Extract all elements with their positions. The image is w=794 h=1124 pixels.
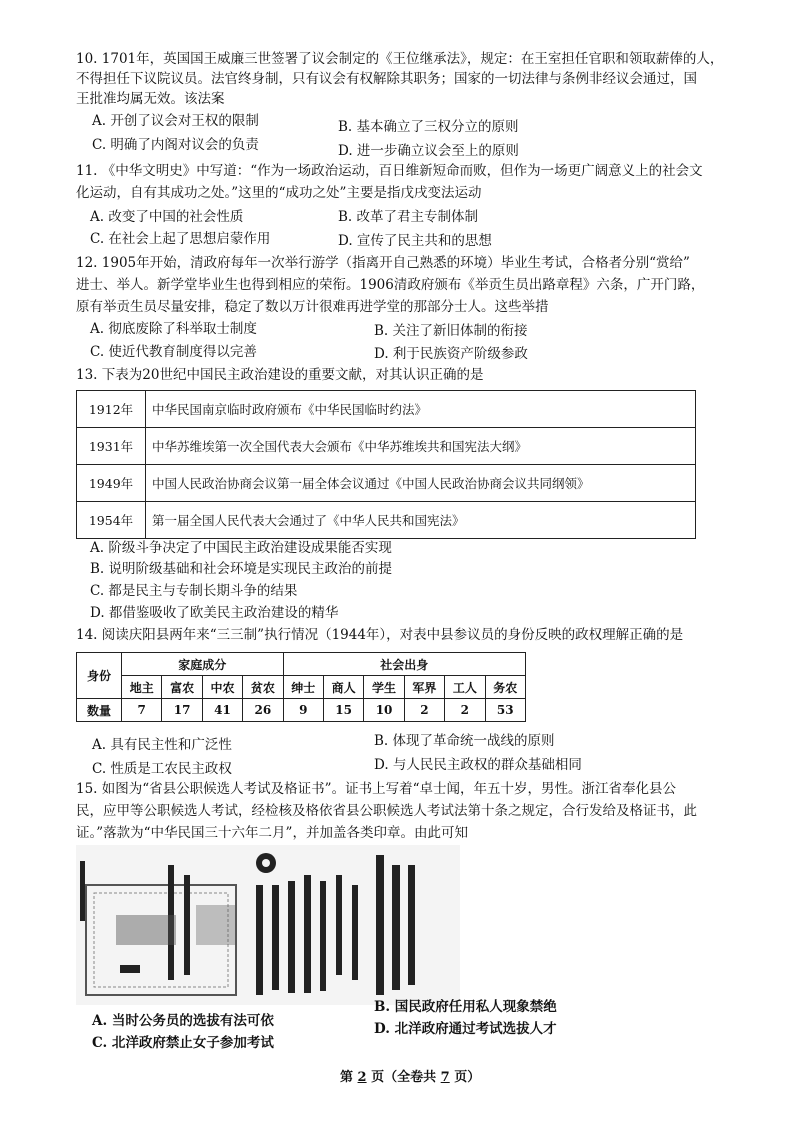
q14-value-cell: 9 — [283, 699, 323, 722]
q14-value-cell: 26 — [243, 699, 283, 722]
q13-documents-table — [76, 390, 696, 539]
q14-col-header: 工人 — [445, 676, 485, 699]
footer-suffix: 页） — [454, 1070, 481, 1085]
q14-col-header: 中农 — [202, 676, 242, 699]
q15-option-b: B. 国民政府任用私人现象禁绝 — [374, 999, 557, 1015]
q10-option-b: B. 基本确立了三权分立的原则 — [338, 119, 519, 135]
q15-option-d: D. 北洋政府通过考试选拔人才 — [374, 1021, 557, 1037]
q11-stem-line-1: 11. 《中华文明史》中写道：“作为一场政治运动，百日维新短命而败，但作为一场更广阔意义上的社会文 — [76, 163, 703, 179]
q10-option-a: A. 开创了议会对王权的限制 — [92, 113, 259, 129]
q14-value-cell: 10 — [364, 699, 404, 722]
q14-col-header: 地主 — [122, 676, 162, 699]
q13-year-cell: 1949年 — [77, 465, 146, 502]
q13-option-d: D. 都借鉴吸收了欧美民主政治建设的精华 — [90, 605, 339, 621]
q13-document-cell: 中国人民政治协商会议第一届全体会议通过《中国人民政治协商会议共同纲领》 — [146, 465, 696, 502]
table-row — [77, 465, 696, 502]
certificate-photo — [76, 845, 460, 1005]
q13-year-cell: 1912年 — [77, 391, 146, 428]
q14-value-cell: 17 — [162, 699, 202, 722]
q10-option-d: D. 进一步确立议会至上的原则 — [338, 143, 519, 159]
table-row — [77, 502, 696, 539]
q15-stem-line-1: 15. 如图为“省县公职候选人考试及格证书”。证书上写着“卓士闻，年五十岁，男性。浙江省奉化县公 — [76, 781, 676, 797]
footer-total-pages: 7 — [440, 1070, 450, 1085]
q14-value-cell: 53 — [485, 699, 525, 722]
q14-social-group-header: 社会出身 — [283, 653, 525, 676]
q11-option-a: A. 改变了中国的社会性质 — [90, 209, 244, 225]
q12-stem-line-1: 12. 1905年开始，清政府每年一次举行游学（指离开自己熟悉的环境）毕业生考试，合格者分别“赏给” — [76, 255, 690, 271]
table-row — [77, 699, 526, 722]
q14-col-header: 富农 — [162, 676, 202, 699]
q14-col-header: 务农 — [485, 676, 525, 699]
q14-count-header: 数量 — [77, 699, 122, 722]
q14-col-header: 商人 — [323, 676, 363, 699]
q14-option-c: C. 性质是工农民主政权 — [92, 761, 232, 777]
q13-year-cell: 1954年 — [77, 502, 146, 539]
q12-option-b: B. 关注了新旧体制的衔接 — [374, 323, 528, 339]
page-footer — [340, 1066, 480, 1085]
q15-stem-line-3: 证。”落款为“中华民国三十六年二月”，并加盖各类印章。由此可知 — [76, 825, 468, 841]
q15-stem-line-2: 民，应甲等公职候选人考试，经检核及格依省县公职候选人考试法第十条之规定，合行发给及格证书，此 — [76, 803, 697, 819]
q15-option-c: C. 北洋政府禁止女子参加考试 — [92, 1035, 274, 1051]
table-row — [77, 391, 696, 428]
footer-prefix: 第 — [340, 1070, 354, 1085]
q12-stem-line-2: 进士、举人。新学堂毕业生也得到相应的荣衔。1906清政府颁布《举贡生员出路章程》六条，广开门路， — [76, 277, 705, 293]
q14-family-group-header: 家庭成分 — [122, 653, 284, 676]
q13-option-a: A. 阶级斗争决定了中国民主政治建设成果能否实现 — [90, 540, 392, 556]
footer-middle: 页（全卷共 — [371, 1070, 437, 1085]
certificate-image — [76, 845, 460, 1005]
q14-value-cell: 2 — [404, 699, 444, 722]
q10-stem-line-1: 10. 1701年，英国国王威廉三世签署了议会制定的《王位继承法》，规定：在王室担任官职和领取薪俸的人， — [76, 51, 724, 67]
q11-stem-line-2: 化运动，自有其成功之处。”这里的“成功之处”主要是指戊戌变法运动 — [76, 185, 482, 201]
q13-option-b: B. 说明阶级基础和社会环境是实现民主政治的前提 — [90, 561, 393, 577]
table-row — [77, 428, 696, 465]
q14-col-header: 学生 — [364, 676, 404, 699]
q14-col-header: 军界 — [404, 676, 444, 699]
q13-option-c: C. 都是民主与专制长期斗争的结果 — [90, 583, 298, 599]
q14-col-header: 绅士 — [283, 676, 323, 699]
q14-col-header: 贫农 — [243, 676, 283, 699]
q12-option-c: C. 使近代教育制度得以完善 — [90, 344, 257, 360]
q14-option-b: B. 体现了革命统一战线的原则 — [374, 733, 555, 749]
q11-option-b: B. 改革了君主专制体制 — [338, 209, 479, 225]
q13-document-cell: 中华苏维埃第一次全国代表大会颁布《中华苏维埃共和国宪法大纲》 — [146, 428, 696, 465]
q11-option-d: D. 宣传了民主共和的思想 — [338, 233, 492, 249]
q12-option-a: A. 彻底废除了科举取士制度 — [90, 321, 257, 337]
q14-value-cell: 15 — [323, 699, 363, 722]
q14-option-a: A. 具有民主性和广泛性 — [92, 737, 232, 753]
q14-option-d: D. 与人民民主政权的群众基础相同 — [374, 757, 582, 773]
q10-stem-line-3: 王批准均属无效。该法案 — [76, 91, 225, 107]
q12-stem-line-3: 原有举贡生员尽量安排，稳定了数以万计很难再进学堂的那部分士人。这些举措 — [76, 299, 549, 315]
q12-option-d: D. 利于民族资产阶级参政 — [374, 346, 528, 362]
q10-option-c: C. 明确了内阁对议会的负责 — [92, 137, 259, 153]
q10-stem-line-2: 不得担任下议院议员。法官终身制，只有议会有权解除其职务；国家的一切法律与条例非经议会通过，国 — [76, 71, 697, 87]
q13-document-cell: 第一届全国人民代表大会通过了《中华人民共和国宪法》 — [146, 502, 696, 539]
q13-document-cell: 中华民国南京临时政府颁布《中华民国临时约法》 — [146, 391, 696, 428]
footer-page-number: 2 — [357, 1070, 367, 1085]
q13-year-cell: 1931年 — [77, 428, 146, 465]
q14-value-cell: 7 — [122, 699, 162, 722]
q15-option-a: A. 当时公务员的选拔有法可依 — [92, 1013, 274, 1029]
q13-stem: 13. 下表为20世纪中国民主政治建设的重要文献，对其认识正确的是 — [76, 367, 484, 383]
q14-representatives-table — [76, 652, 526, 722]
q14-identity-header: 身份 — [77, 653, 122, 699]
q14-value-cell: 2 — [445, 699, 485, 722]
q14-value-cell: 41 — [202, 699, 242, 722]
q11-option-c: C. 在社会上起了思想启蒙作用 — [90, 231, 271, 247]
q14-stem: 14. 阅读庆阳县两年来“三三制”执行情况（1944年），对表中县参议员的身份反映的政权理解正确的是 — [76, 627, 684, 643]
